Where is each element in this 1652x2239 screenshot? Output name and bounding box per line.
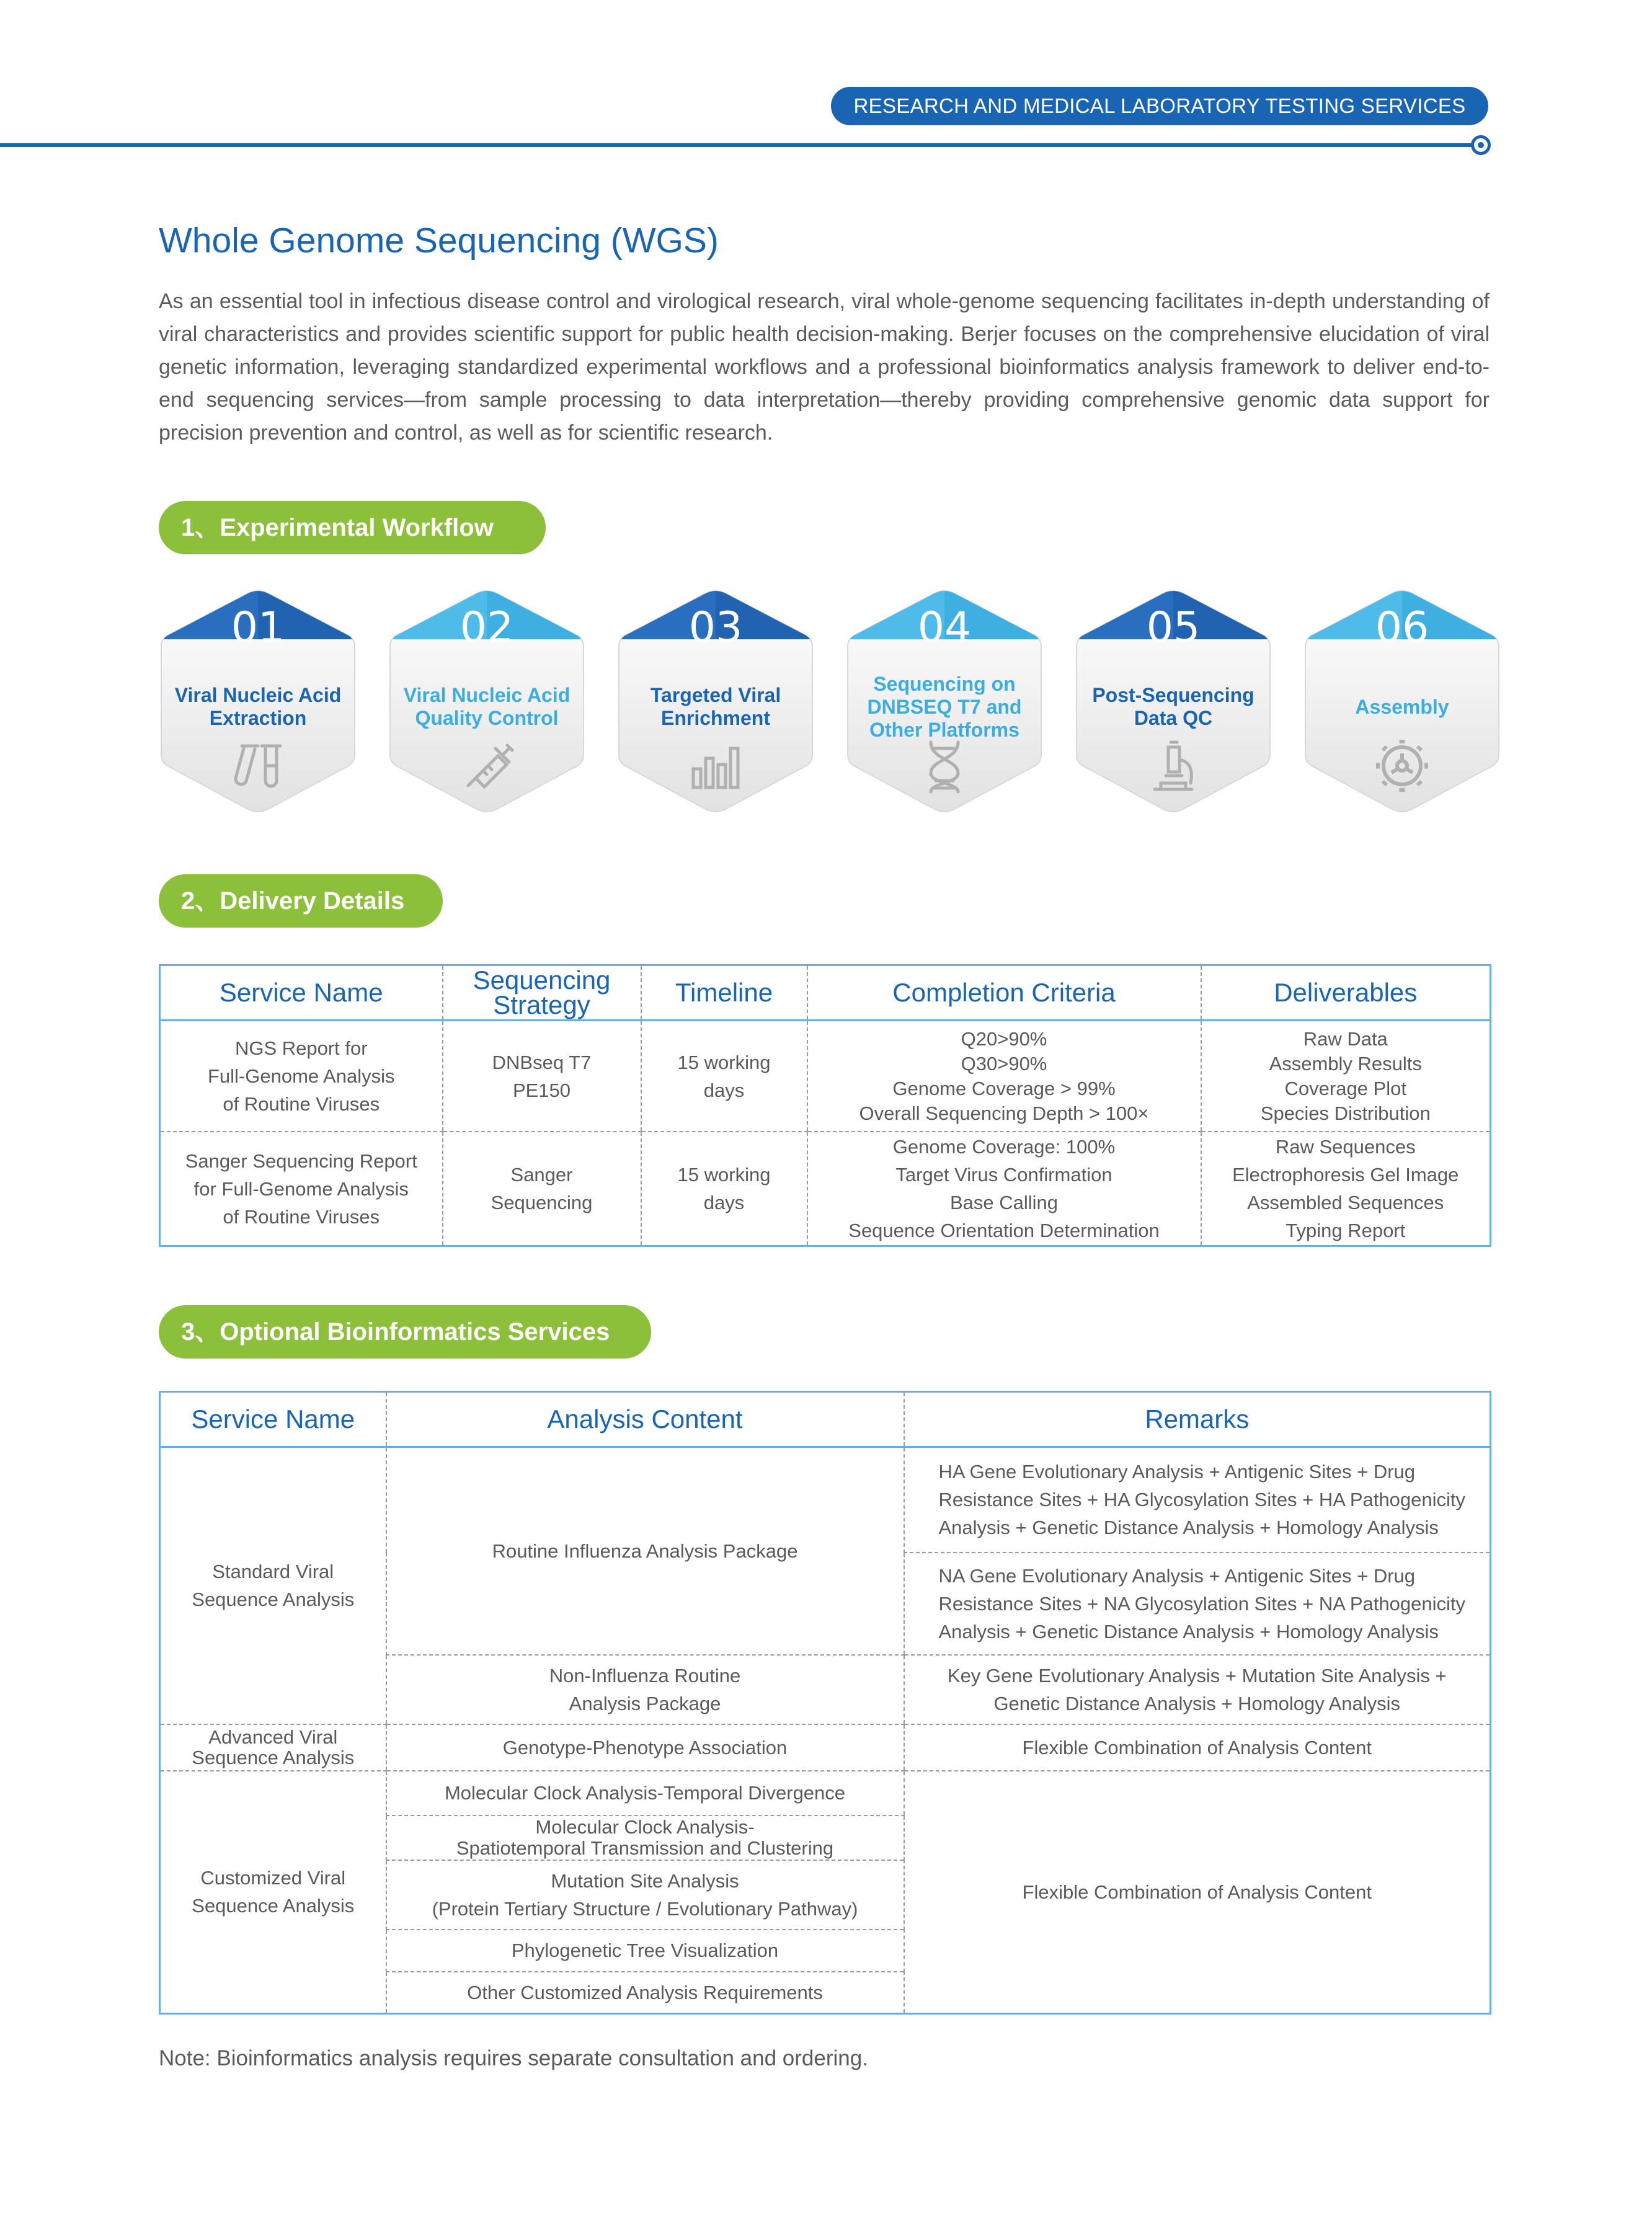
step-label: Post-Sequencing Data QC <box>1092 684 1255 729</box>
gear-icon <box>1371 735 1433 797</box>
section-bioinfo-heading: 3、Optional Bioinformatics Services <box>159 1305 651 1359</box>
custom-item-cell: Other Customized Analysis Requirements <box>386 1972 904 2014</box>
ha-remark-cell: HA Gene Evolutionary Analysis + Antigenic Sites + Drug Resistance Sites + HA Glycosylation Sites + HA Pathogenicity Analysis + Genetic Distance Analysis + Homology Analysis <box>904 1447 1491 1553</box>
delivery-cell: Q20>90% Q30>90% Genome Coverage > 99% Overall Sequencing Depth > 100× <box>807 1021 1201 1132</box>
microscope-icon <box>1142 735 1204 797</box>
step-label: Sequencing on DNBSEQ T7 and Other Platforms <box>867 672 1022 741</box>
table-row <box>160 1771 1491 1816</box>
delivery-header-strategy: Sequencing Strategy <box>443 965 641 1021</box>
table-row <box>160 1021 1491 1132</box>
step-number: 02 <box>460 603 514 652</box>
customized-service-cell: Customized Viral Sequence Analysis <box>192 1867 355 1917</box>
step-label: Viral Nucleic Acid Extraction <box>174 684 342 729</box>
custom-item-cell: Mutation Site Analysis (Protein Tertiary Structure / Evolutionary Pathway) <box>386 1860 904 1930</box>
advanced-service-cell: Advanced Viral Sequence Analysis <box>160 1724 386 1771</box>
section-delivery-heading: 2、Delivery Details <box>159 874 443 928</box>
step-label: Targeted Viral Enrichment <box>650 684 781 729</box>
dna-icon <box>913 735 975 797</box>
delivery-cell: Sanger Sequencing Report for Full-Genome Analysis of Routine Viruses <box>185 1150 417 1228</box>
custom-item-cell: Molecular Clock Analysis-Temporal Divergence <box>386 1771 904 1816</box>
workflow-step-06 <box>1303 586 1501 815</box>
delivery-header-criteria: Completion Criteria <box>807 965 1201 1021</box>
delivery-header-deliverables: Deliverables <box>1201 965 1491 1021</box>
workflow-step-01 <box>159 586 357 815</box>
bioinfo-header-service: Service Name <box>160 1392 386 1447</box>
delivery-cell: Raw Data Assembly Results Coverage Plot Species Distribution <box>1201 1021 1491 1132</box>
delivery-cell: Raw Sequences Electrophoresis Gel Image Assembled Sequences Typing Report <box>1201 1132 1491 1246</box>
delivery-cell: Sanger Sequencing <box>443 1132 641 1246</box>
step-number: 06 <box>1375 603 1429 652</box>
non-influenza-remark-cell: Key Gene Evolutionary Analysis + Mutation Site Analysis + Genetic Distance Analysis + Homology Analysis <box>904 1655 1491 1724</box>
table-row <box>160 1132 1491 1246</box>
step-number: 04 <box>917 603 972 652</box>
step-number: 01 <box>231 603 285 652</box>
delivery-cell: 15 working days <box>641 1132 807 1246</box>
advanced-remark-cell: Flexible Combination of Analysis Content <box>904 1724 1491 1771</box>
bioinfo-table <box>159 1391 1491 2015</box>
bioinfo-header-remarks: Remarks <box>904 1392 1491 1447</box>
custom-item-cell: Phylogenetic Tree Visualization <box>386 1930 904 1972</box>
table-row <box>160 1724 1491 1771</box>
custom-remark-cell: Flexible Combination of Analysis Content <box>904 1771 1491 2014</box>
header-rule <box>0 143 1482 147</box>
delivery-cell: NGS Report for Full-Genome Analysis of Routine Viruses <box>160 1021 443 1132</box>
workflow-step-03 <box>616 586 815 815</box>
non-influenza-cell: Non-Influenza Routine Analysis Package <box>386 1655 904 1724</box>
delivery-header-timeline: Timeline <box>641 965 807 1021</box>
table-row <box>160 1447 1491 1553</box>
delivery-cell: Genome Coverage: 100% Target Virus Confirmation Base Calling Sequence Orientation Determination <box>807 1132 1201 1246</box>
delivery-cell: 15 working days <box>641 1021 807 1132</box>
na-remark-cell: NA Gene Evolutionary Analysis + Antigenic Sites + Drug Resistance Sites + NA Glycosylation Sites + NA Pathogenicity Analysis + Genetic Distance Analysis + Homology Analysis <box>904 1553 1491 1655</box>
genotype-cell: Genotype-Phenotype Association <box>386 1724 904 1771</box>
workflow-step-05 <box>1074 586 1272 815</box>
standard-service-cell: Standard Viral Sequence Analysis <box>160 1447 386 1724</box>
step-label: Viral Nucleic Acid Quality Control <box>403 684 571 729</box>
delivery-table <box>159 964 1491 1247</box>
bar-chart-icon <box>685 735 747 797</box>
step-number: 03 <box>688 603 743 652</box>
syringe-icon <box>456 735 518 797</box>
footnote: Note: Bioinformatics analysis requires separate consultation and ordering. <box>159 2046 868 2070</box>
influenza-package-cell: Routine Influenza Analysis Package <box>386 1447 904 1655</box>
section-workflow-heading: 1、Experimental Workflow <box>159 501 546 554</box>
delivery-header-row <box>160 965 1491 1021</box>
step-label: Assembly <box>1355 695 1449 718</box>
custom-item-cell: Molecular Clock Analysis- Spatiotemporal Transmission and Clustering <box>386 1816 904 1860</box>
header-dot-icon <box>1471 135 1491 155</box>
bioinfo-header-content: Analysis Content <box>386 1392 904 1447</box>
workflow-step-02 <box>388 586 586 815</box>
bioinfo-header-row <box>160 1392 1491 1447</box>
workflow-step-04 <box>845 586 1044 815</box>
delivery-cell: DNBseq T7 PE150 <box>443 1021 641 1132</box>
step-number: 05 <box>1146 603 1201 652</box>
delivery-header-service: Service Name <box>160 965 443 1021</box>
page-title: Whole Genome Sequencing (WGS) <box>159 221 719 260</box>
header-banner: RESEARCH AND MEDICAL LABORATORY TESTING SERVICES <box>831 87 1488 125</box>
test-tubes-icon <box>227 735 289 797</box>
intro-paragraph: As an essential tool in infectious disease control and virological research, viral whole-genome sequencing facilitates in-depth understanding of viral characteristics and provides scientific support for public health decision-making. Berjer focuses on the comprehensive elucidation of viral genetic information, leveraging standardized experimental workflows and a professional bioinformatics analysis framework to deliver end-to-end sequencing services—from sample processing to data interpretation—thereby providing comprehensive genomic data support for precision prevention and control, as well as for scientific research. <box>159 290 1490 445</box>
